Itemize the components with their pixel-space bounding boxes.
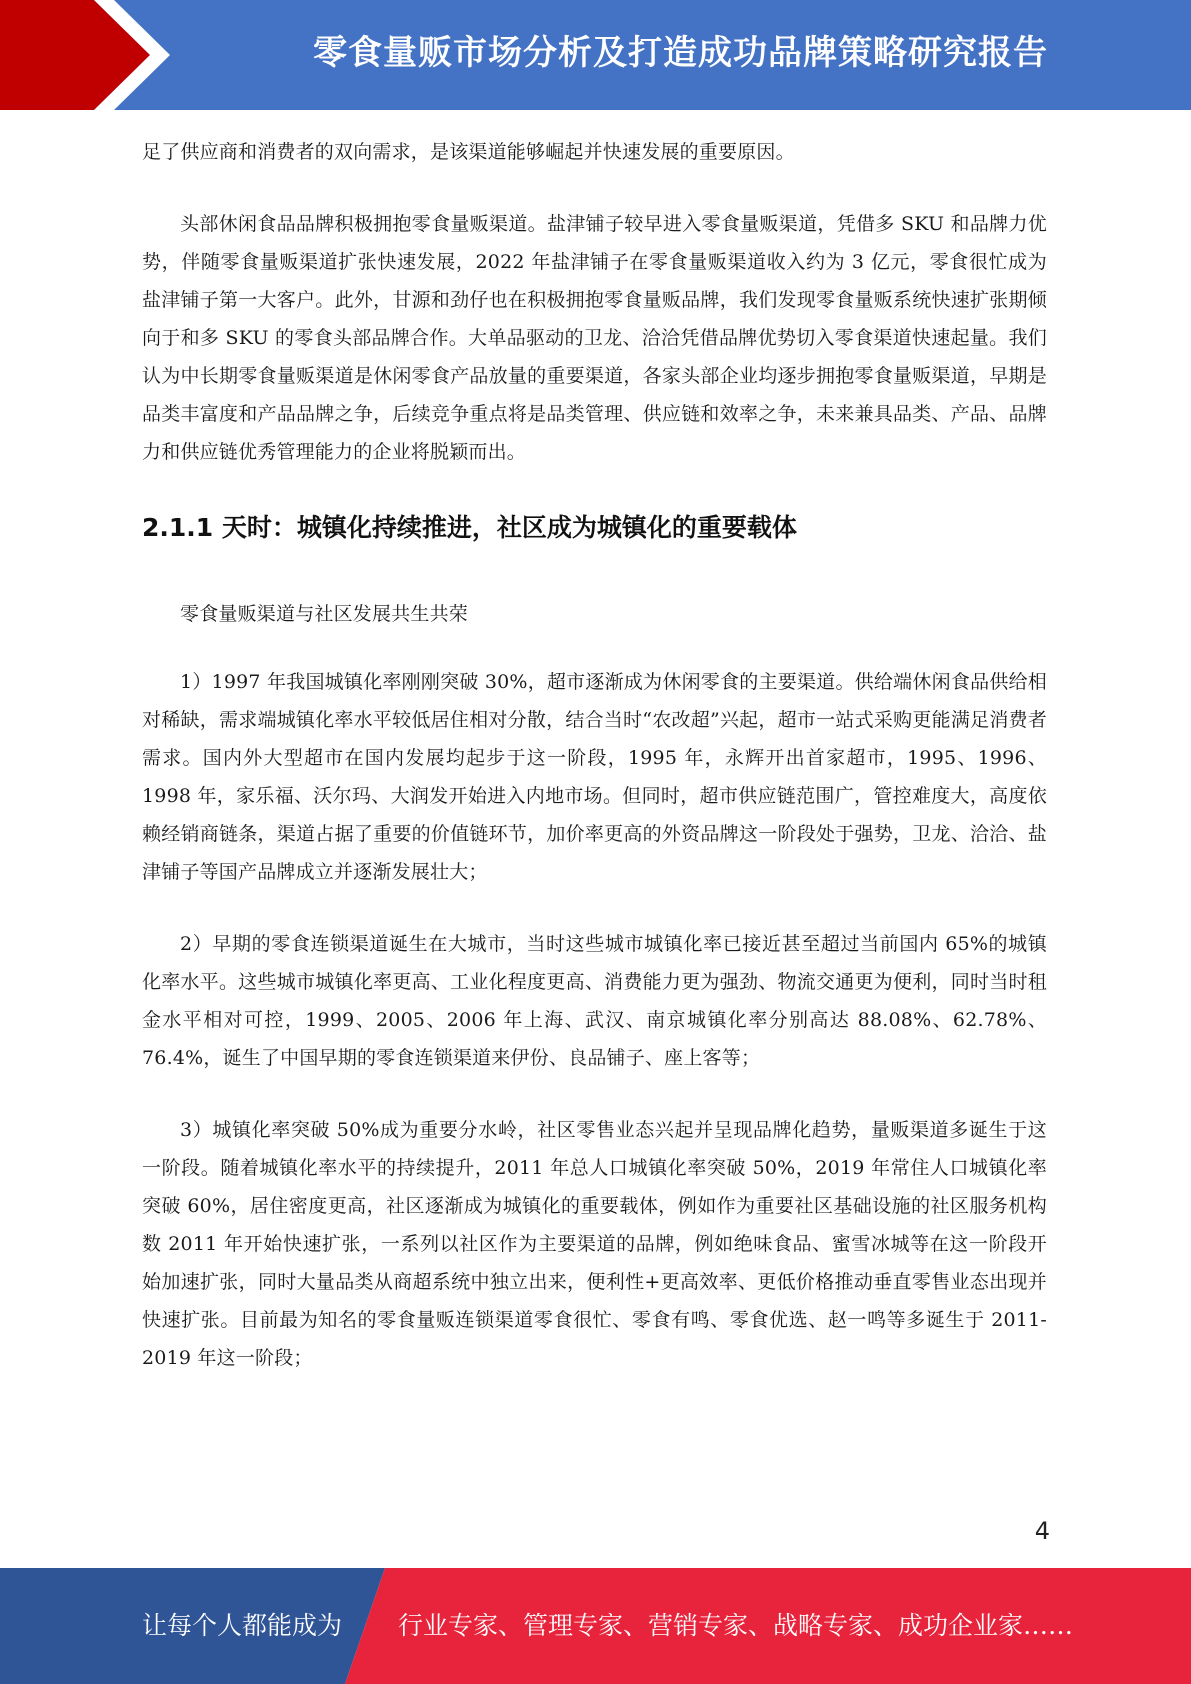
footer-slogan-left: 让每个人都能成为 xyxy=(142,1611,343,1640)
point-1: 1）1997 年我国城镇化率刚刚突破 30%，超市逐渐成为休闲零食的主要渠道。供给端休闲食品供给相对稀缺，需求端城镇化率水平较低居住相对分散，结合当时“农改超”兴起，超市一站式采购更能满足消费者需求。国内外大型超市在国内发展均起步于这一阶段，1995 年，永辉开出首家超市，1995、1996、1998 年，家乐福、沃尔玛、大润发开始进入内地市场。但同时，超市供应链范围广，管控难度大，高度依赖经销商链条，渠道占据了重要的价值链环节，加价率更高的外资品牌这一阶段处于强势，卫龙、洽洽、盐津铺子等国产品牌成立并逐渐发展壮大； xyxy=(142,671,1047,883)
document-body xyxy=(142,133,1047,1411)
paragraph-brands: 头部休闲食品品牌积极拥抱零食量贩渠道。盐津铺子较早进入零食量贩渠道，凭借多 SKU 和品牌力优势，伴随零食量贩渠道扩张快速发展，2022 年盐津铺子在零食量贩渠道收入约为 3 亿元，零食很忙成为盐津铺子第一大客户。此外，甘源和劲仔也在积极拥抱零食量贩品牌，我们发现零食量贩系统快速扩张期倾向于和多 SKU 的零食头部品牌合作。大单品驱动的卫龙、洽洽凭借品牌优势切入零食渠道快速起量。我们认为中长期零食量贩渠道是休闲零食产品放量的重要渠道，各家头部企业均逐步拥抱零食量贩渠道，早期是品类丰富度和产品品牌之争，后续竞争重点将是品类管理、供应链和效率之争，未来兼具品类、产品、品牌力和供应链优秀管理能力的企业将脱颖而出。 xyxy=(142,213,1047,463)
point-3: 3）城镇化率突破 50%成为重要分水岭，社区零售业态兴起并呈现品牌化趋势，量贩渠道多诞生于这一阶段。随着城镇化率水平的持续提升，2011 年总人口城镇化率突破 50%，2019 年常住人口城镇化率突破 60%，居住密度更高，社区逐渐成为城镇化的重要载体，例如作为重要社区基础设施的社区服务机构数 2011 年开始快速扩张，一系列以社区作为主要渠道的品牌，例如绝味食品、蜜雪冰城等在这一阶段开始加速扩张，同时大量品类从商超系统中独立出来，便利性+更高效率、更低价格推动垂直零售业态出现并快速扩张。目前最为知名的零食量贩连锁渠道零食很忙、零食有鸣、零食优选、赵一鸣等多诞生于 2011-2019 年这一阶段； xyxy=(142,1119,1047,1369)
lead-sentence: 零食量贩渠道与社区发展共生共荣 xyxy=(180,603,469,625)
report-title: 零食量贩市场分析及打造成功品牌策略研究报告 xyxy=(313,33,1048,73)
paragraph-continuation: 足了供应商和消费者的双向需求，是该渠道能够崛起并快速发展的重要原因。 xyxy=(142,141,795,163)
section-heading: 2.1.1 天时：城镇化持续推进，社区成为城镇化的重要载体 xyxy=(142,513,797,542)
header-banner xyxy=(0,0,1191,110)
point-2: 2）早期的零食连锁渠道诞生在大城市，当时这些城市城镇化率已接近甚至超过当前国内 65%的城镇化率水平。这些城市城镇化率更高、工业化程度更高、消费能力更为强劲、物流交通更为便利，同时当时租金水平相对可控，1999、2005、2006 年上海、武汉、南京城镇化率分别高达 88.08%、62.78%、76.4%，诞生了中国早期的零食连锁渠道来伊份、良品铺子、座上客等； xyxy=(142,933,1047,1069)
page-number: 4 xyxy=(1034,1517,1050,1545)
footer-slogan-right: 行业专家、管理专家、营销专家、战略专家、成功企业家…… xyxy=(398,1611,1074,1640)
footer-banner xyxy=(0,1568,1191,1684)
